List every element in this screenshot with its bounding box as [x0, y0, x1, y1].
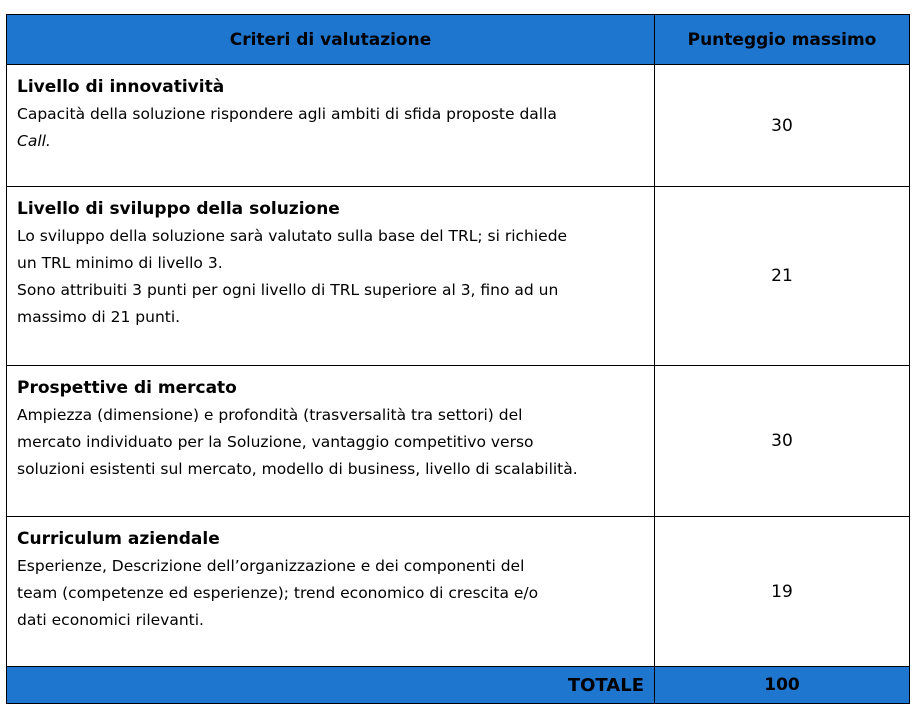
score-cell: 19 [655, 517, 910, 667]
criteria-title: Livello di innovatività [17, 77, 225, 97]
criteria-text-line: Lo sviluppo della soluzione sarà valutato sulla base del TRL; si richiede [17, 227, 568, 245]
criteria-title: Prospettive di mercato [17, 378, 237, 398]
criteria-text-line: Esperienze, Descrizione dell’organizzazione e dei componenti del [17, 557, 525, 575]
criteria-text-line: Capacità della soluzione rispondere agli ambiti di sfida proposte dalla [17, 105, 557, 123]
score-cell: 30 [655, 65, 910, 187]
criteria-cell [7, 366, 655, 517]
criteria-title: Livello di sviluppo della soluzione [17, 199, 340, 219]
criteria-text-line: un TRL minimo di livello 3. [17, 254, 223, 272]
table-row [7, 366, 910, 517]
criteria-text-line [17, 128, 644, 155]
table-row [7, 517, 910, 667]
criteria-text-line: soluzioni esistenti sul mercato, modello di business, livello di scalabilità. [17, 460, 578, 478]
criteria-cell [7, 517, 655, 667]
score-cell: 30 [655, 366, 910, 517]
criteria-cell [7, 65, 655, 187]
criteria-title: Curriculum aziendale [17, 529, 220, 549]
criteria-text-line: team (competenze ed esperienze); trend economico di crescita e/o [17, 584, 539, 602]
evaluation-criteria-table [6, 14, 910, 704]
total-label: TOTALE [7, 667, 655, 704]
score-column-header: Punteggio massimo [655, 15, 910, 65]
table-row [7, 187, 910, 366]
criteria-text-line: dati economici rilevanti. [17, 611, 204, 629]
criteria-text-italic: Call. [17, 132, 51, 150]
criteria-text-line: Ampiezza (dimensione) e profondità (trasversalità tra settori) del [17, 406, 523, 424]
criteria-cell [7, 187, 655, 366]
criteria-text-line: mercato individuato per la Soluzione, vantaggio competitivo verso [17, 433, 534, 451]
criteria-text-line: Sono attribuiti 3 punti per ogni livello di TRL superiore al 3, fino ad un [17, 281, 559, 299]
criteria-column-header: Criteri di valutazione [7, 15, 655, 65]
total-score: 100 [655, 667, 910, 704]
criteria-text-line: massimo di 21 punti. [17, 308, 181, 326]
score-cell: 21 [655, 187, 910, 366]
total-row [7, 667, 910, 704]
table-row [7, 65, 910, 187]
table-header-row [7, 15, 910, 65]
